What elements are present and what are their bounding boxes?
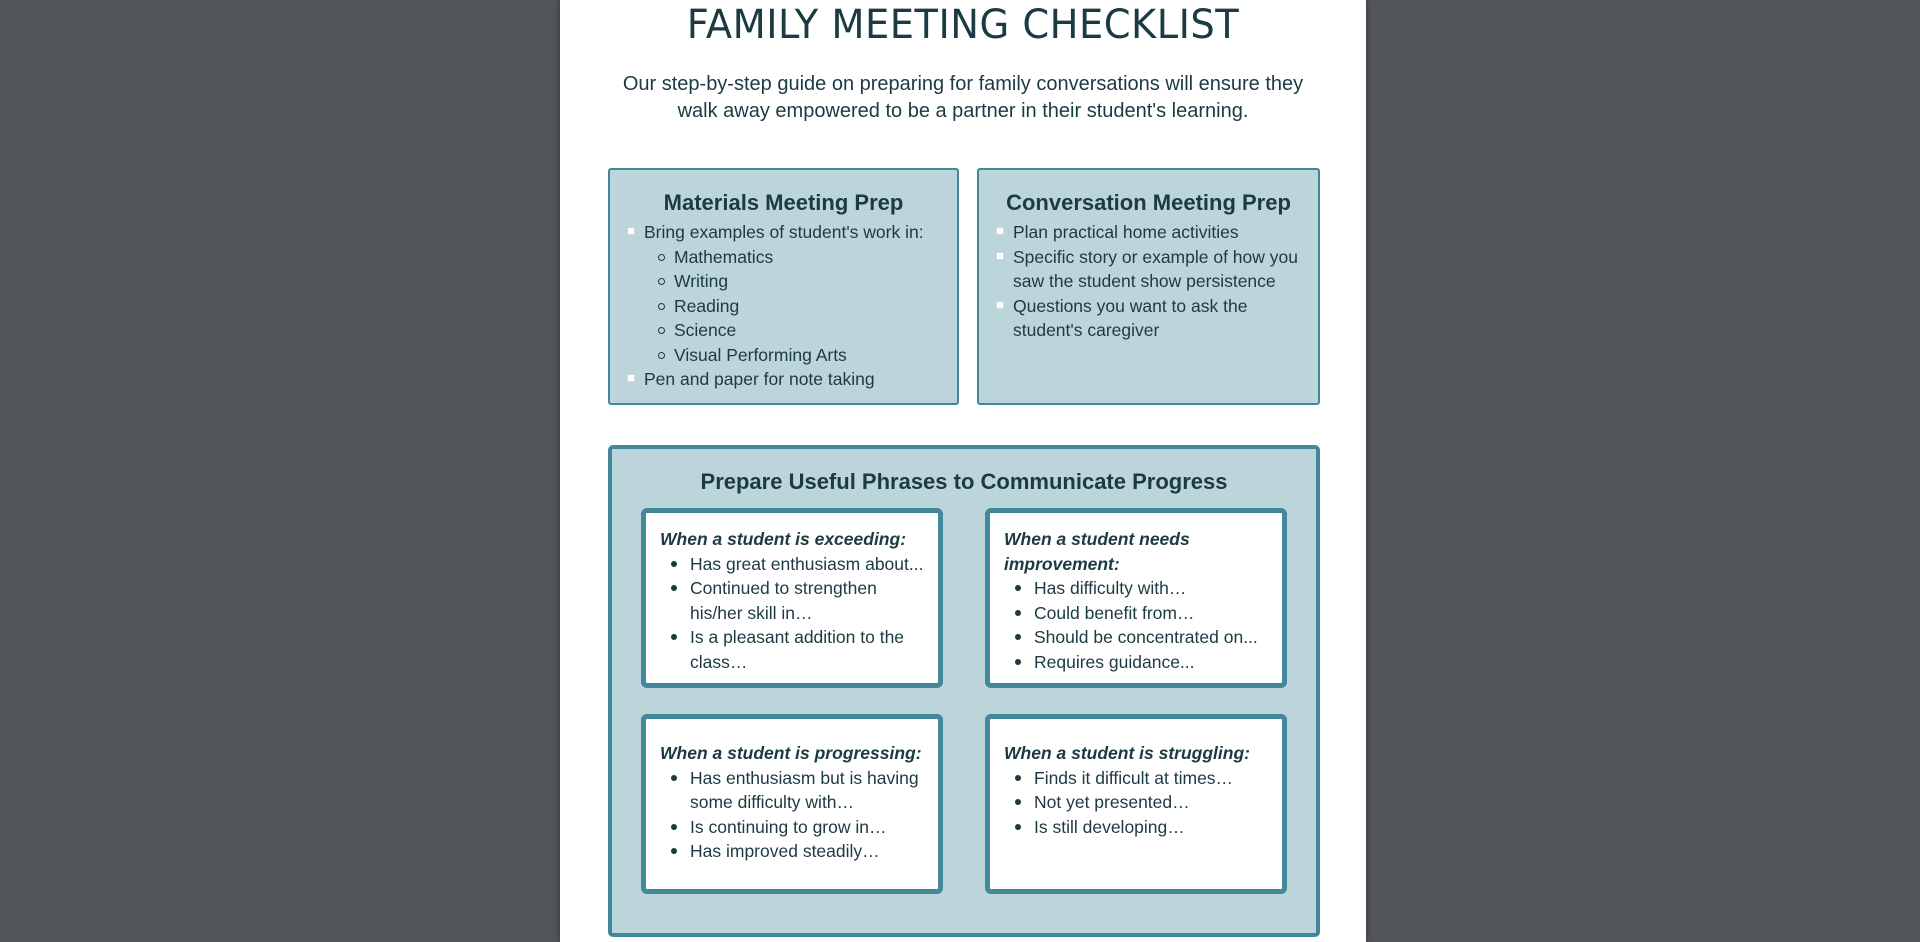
checklist-item-label: Pen and paper for note taking [644,369,875,389]
phrase-item: Could benefit from… [1034,601,1274,626]
circle-bullet-icon [658,278,665,285]
phrase-item: Finds it difficult at times… [1034,766,1274,791]
bullet-icon [1015,775,1021,781]
bullet-icon [671,848,677,854]
exceeding-card [641,508,943,688]
subject-item: Writing [674,269,949,294]
phrases-heading: Prepare Useful Phrases to Communicate Progress [700,469,1228,494]
phrase-list [660,552,930,675]
subject-item: Reading [674,294,949,319]
conversation-prep-heading: Conversation Meeting Prep [1006,190,1291,215]
bullet-icon [1015,610,1021,616]
phrase-item: Has great enthusiasm about... [690,552,930,577]
subject-item: Science [674,318,949,343]
phrase-item: Should be concentrated on... [1034,625,1274,650]
materials-prep-box [608,168,959,405]
circle-bullet-icon [658,254,665,261]
checklist-item-label: Questions you want to ask the student's caregiver [1013,295,1248,340]
phrase-list [660,766,930,864]
phrase-item: Has improved steadily… [690,839,930,864]
bullet-icon [1015,824,1021,830]
card-heading: When a student needs improvement: [1004,529,1190,574]
phrase-item: Requires guidance... [1034,650,1274,675]
subject-item: Visual Performing Arts [674,343,949,368]
checkbox-icon[interactable] [996,252,1004,260]
phrase-list [1004,576,1274,674]
checklist-item [644,367,949,392]
circle-bullet-icon [658,352,665,359]
materials-checklist [610,220,957,392]
bullet-icon [671,585,677,591]
bullet-icon [671,634,677,640]
needs-improvement-card [985,508,1287,688]
phrases-panel [608,445,1320,937]
checklist-item-label: Plan practical home activities [1013,222,1239,242]
card-heading: When a student is exceeding: [660,529,907,549]
phrase-item: Is a pleasant addition to the class… [690,625,930,674]
bullet-icon [1015,799,1021,805]
subject-item: Mathematics [674,245,949,270]
checklist-item [1013,245,1310,294]
phrase-item: Has enthusiasm but is having some difficulty with… [690,766,930,815]
circle-bullet-icon [658,303,665,310]
circle-bullet-icon [658,327,665,334]
document-page [560,0,1366,942]
checklist-item [644,220,949,367]
checklist-item-label: Bring examples of student's work in: [644,222,924,242]
subject-list [644,245,949,368]
phrase-item: Continued to strengthen his/her skill in… [690,576,930,625]
phrase-item: Is continuing to grow in… [690,815,930,840]
checklist-item-label: Specific story or example of how you saw the student show persistence [1013,246,1298,291]
progressing-card [641,714,943,894]
bullet-icon [671,561,677,567]
card-heading: When a student is progressing: [660,743,922,763]
bullet-icon [1015,585,1021,591]
struggling-card [985,714,1287,894]
bullet-icon [671,775,677,781]
bullet-icon [671,824,677,830]
checkbox-icon[interactable] [627,374,635,382]
bullet-icon [1015,634,1021,640]
materials-prep-heading: Materials Meeting Prep [663,190,904,215]
page-title: FAMILY MEETING CHECKLIST [686,2,1240,48]
checklist-item [1013,294,1310,343]
conversation-prep-box [977,168,1320,405]
phrase-list [1004,766,1274,840]
conversation-checklist [979,220,1318,343]
checkbox-icon[interactable] [996,227,1004,235]
checkbox-icon[interactable] [996,301,1004,309]
checklist-item [1013,220,1310,245]
page-subtitle: Our step-by-step guide on preparing for family conversations will ensure they walk away empowered to be a partner in their student's learning. [622,73,1304,122]
checkbox-icon[interactable] [627,227,635,235]
card-heading: When a student is struggling: [1004,743,1250,763]
bullet-icon [1015,659,1021,665]
phrase-item: Not yet presented… [1034,790,1274,815]
phrase-item: Has difficulty with… [1034,576,1274,601]
phrase-item: Is still developing… [1034,815,1274,840]
